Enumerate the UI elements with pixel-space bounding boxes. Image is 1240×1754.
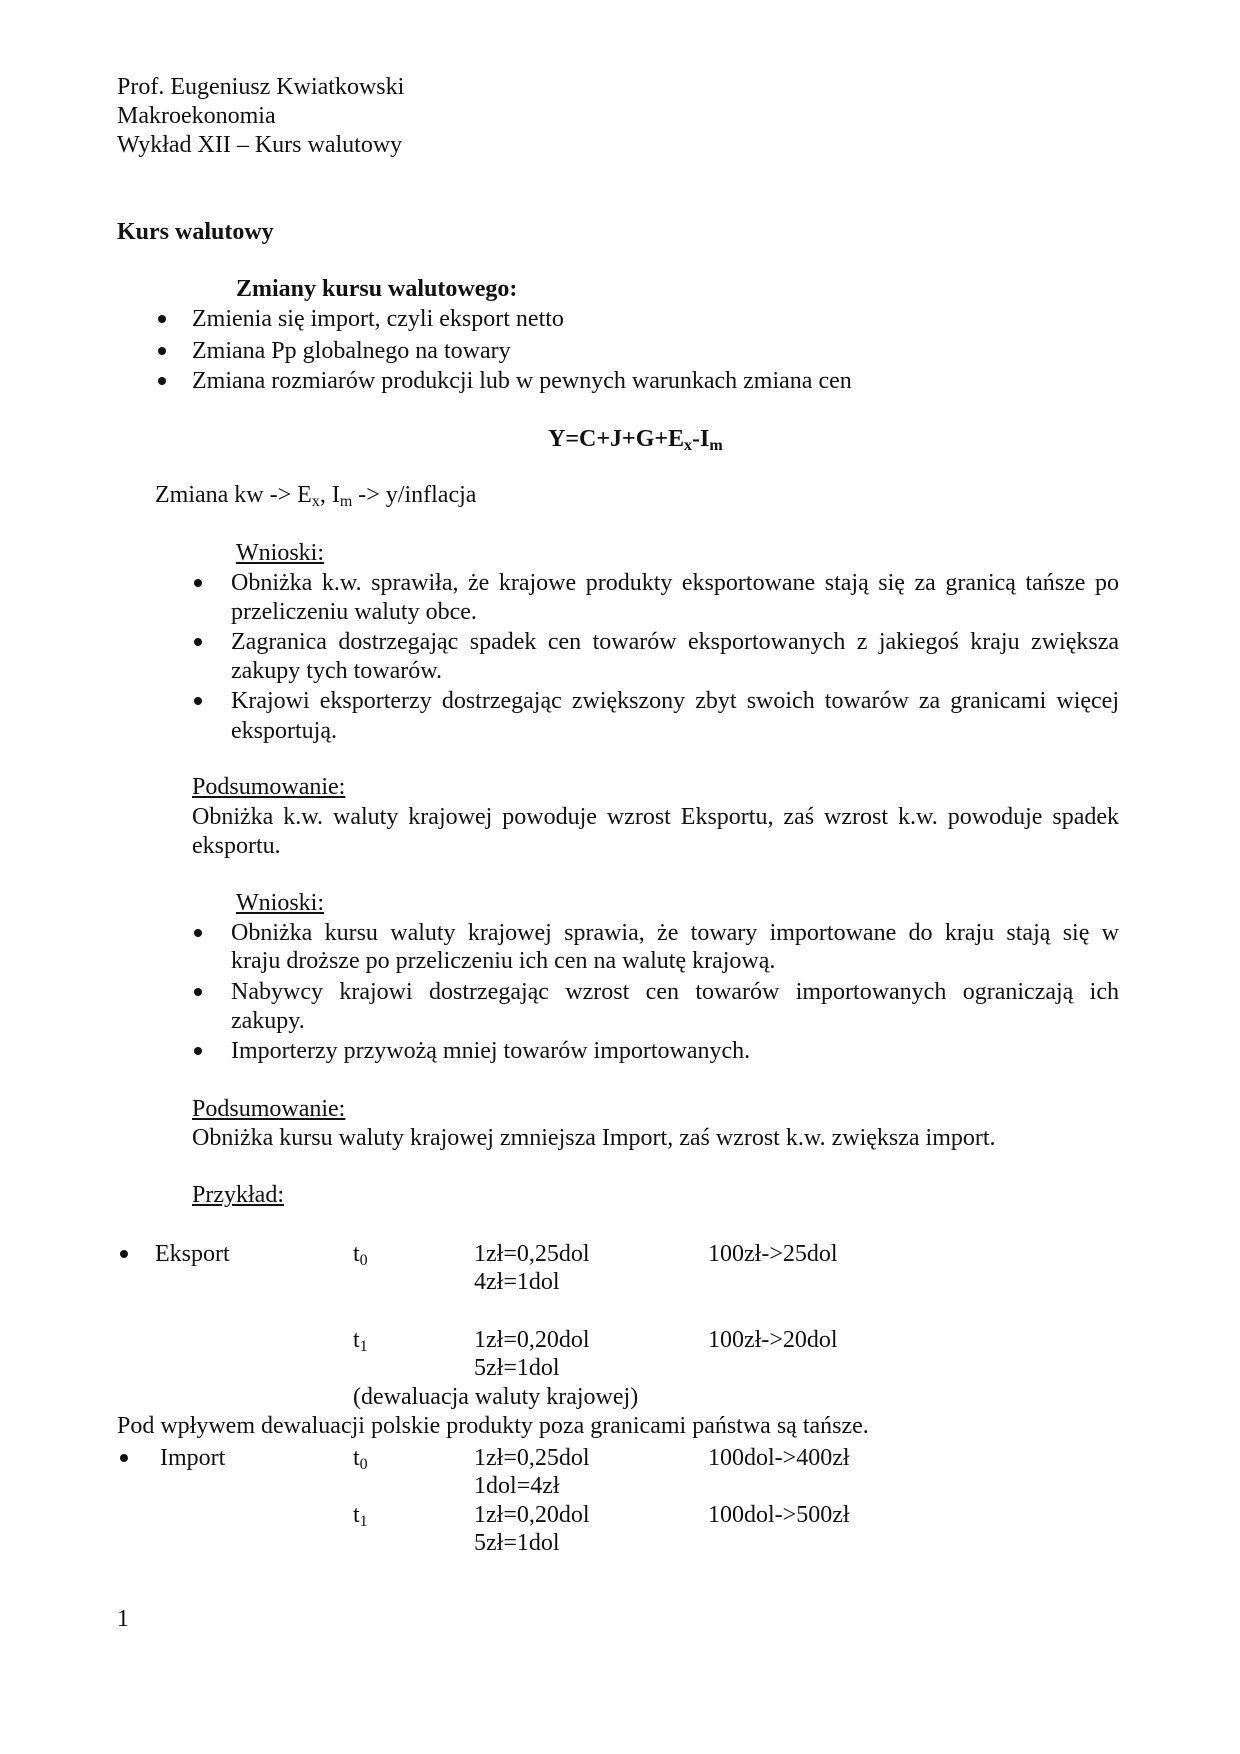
- rate: 4zł=1dol: [474, 1269, 560, 1295]
- conversion-result: 100dol->400zł: [708, 1445, 850, 1471]
- summary-heading: Podsumowanie:: [192, 774, 346, 800]
- conclusion-line: Importerzy przywożą mniej towarów importowanych.: [231, 1038, 751, 1064]
- chain-text: -> y/inflacja: [352, 482, 477, 508]
- chain-text: Zmiana kw -> E: [155, 482, 312, 508]
- bullet-icon: [120, 1250, 128, 1258]
- subject: Makroekonomia: [117, 103, 276, 129]
- bullet-icon: [194, 929, 202, 937]
- time-t: t: [353, 1502, 360, 1528]
- conclusion-line: Obniżka k.w. sprawiła, że krajowe produkty eksportowane stają się za granicą tańsze po: [231, 570, 1119, 596]
- conclusions-heading: Wnioski:: [236, 890, 324, 916]
- conversion-result: 100zł->20dol: [708, 1327, 838, 1353]
- bullet-icon: [194, 697, 202, 705]
- conclusions-heading: Wnioski:: [236, 540, 324, 566]
- example-heading: Przykład:: [192, 1182, 284, 1208]
- time-sub: 0: [359, 1456, 368, 1473]
- import-label: Import: [160, 1445, 226, 1471]
- time-label: [353, 1240, 368, 1268]
- devaluation-note: (dewaluacja waluty krajowej): [353, 1384, 639, 1410]
- time-t: t: [353, 1241, 360, 1267]
- bullet-icon: [158, 347, 166, 355]
- example-comment: Pod wpływem dewaluacji polskie produkty poza granicami państwa są tańsze.: [117, 1413, 869, 1439]
- bullet-icon: [120, 1454, 128, 1462]
- summary-line: eksportu.: [192, 833, 281, 859]
- bullet-icon: [158, 377, 166, 385]
- changes-item: Zmiana rozmiarów produkcji lub w pewnych warunkach zmiana cen: [192, 368, 852, 394]
- formula-main: Y=C+J+G+E: [548, 426, 685, 452]
- rate: 1zł=0,25dol: [474, 1445, 590, 1471]
- export-label: Eksport: [155, 1241, 230, 1267]
- time-sub: 0: [359, 1252, 368, 1269]
- section-title: Kurs walutowy: [117, 219, 274, 245]
- changes-item: Zmiana Pp globalnego na towary: [192, 338, 511, 364]
- conclusion-line: zakupy tych towarów.: [231, 658, 443, 684]
- rate: 5zł=1dol: [474, 1355, 560, 1381]
- conclusion-line: Obniżka kursu waluty krajowej sprawia, że towary importowane do kraju stają się w: [231, 920, 1119, 946]
- conclusion-line: Zagranica dostrzegając spadek cen towarów eksportowanych z jakiegoś kraju zwiększa: [231, 629, 1119, 655]
- time-label: [353, 1501, 368, 1529]
- chain-text: , I: [319, 482, 340, 508]
- bullet-icon: [194, 988, 202, 996]
- summary-line: Obniżka k.w. waluty krajowej powoduje wzrost Eksportu, zaś wzrost k.w. powoduje spadek: [192, 804, 1119, 830]
- conclusion-line: przeliczeniu waluty obce.: [231, 599, 477, 625]
- conclusion-line: eksportują.: [231, 718, 337, 744]
- conclusion-line: kraju droższe po przeliczeniu ich cen na walutę krajową.: [231, 948, 776, 974]
- conversion-result: 100dol->500zł: [708, 1502, 850, 1528]
- rate: 1dol=4zł: [474, 1473, 560, 1499]
- formula-sub: m: [709, 437, 723, 454]
- chain-sub: x: [311, 493, 320, 510]
- page-number: 1: [117, 1606, 129, 1632]
- summary-heading: Podsumowanie:: [192, 1096, 346, 1122]
- time-t: t: [353, 1445, 360, 1471]
- bullet-icon: [158, 315, 166, 323]
- rate: 5zł=1dol: [474, 1530, 560, 1556]
- rate: 1zł=0,20dol: [474, 1327, 590, 1353]
- time-label: [353, 1444, 368, 1472]
- time-t: t: [353, 1327, 360, 1353]
- chain-sub: m: [339, 493, 353, 510]
- formula-main: -I: [692, 426, 710, 452]
- conclusion-line: Krajowi eksporterzy dostrzegając zwiększony zbyt swoich towarów za granicami więcej: [231, 688, 1119, 714]
- rate: 1zł=0,25dol: [474, 1241, 590, 1267]
- rate: 1zł=0,20dol: [474, 1502, 590, 1528]
- bullet-icon: [194, 1047, 202, 1055]
- conclusion-line: zakupy.: [231, 1008, 305, 1034]
- changes-heading: Zmiany kursu walutowego:: [236, 276, 518, 302]
- bullet-icon: [194, 579, 202, 587]
- changes-item: Zmienia się import, czyli eksport netto: [192, 306, 564, 332]
- conversion-result: 100zł->25dol: [708, 1241, 838, 1267]
- formula-sub: x: [684, 437, 693, 454]
- exchange-rate-chain: [155, 481, 476, 509]
- bullet-icon: [194, 638, 202, 646]
- author: Prof. Eugeniusz Kwiatkowski: [117, 74, 405, 100]
- time-sub: 1: [359, 1513, 368, 1530]
- time-label: [353, 1326, 368, 1354]
- lecture-title: Wykład XII – Kurs walutowy: [117, 132, 403, 158]
- summary-line: Obniżka kursu waluty krajowej zmniejsza Import, zaś wzrost k.w. zwiększa import.: [192, 1125, 996, 1151]
- time-sub: 1: [359, 1338, 368, 1355]
- conclusion-line: Nabywcy krajowi dostrzegając wzrost cen towarów importowanych ograniczają ich: [231, 979, 1119, 1005]
- gdp-formula: [548, 425, 723, 453]
